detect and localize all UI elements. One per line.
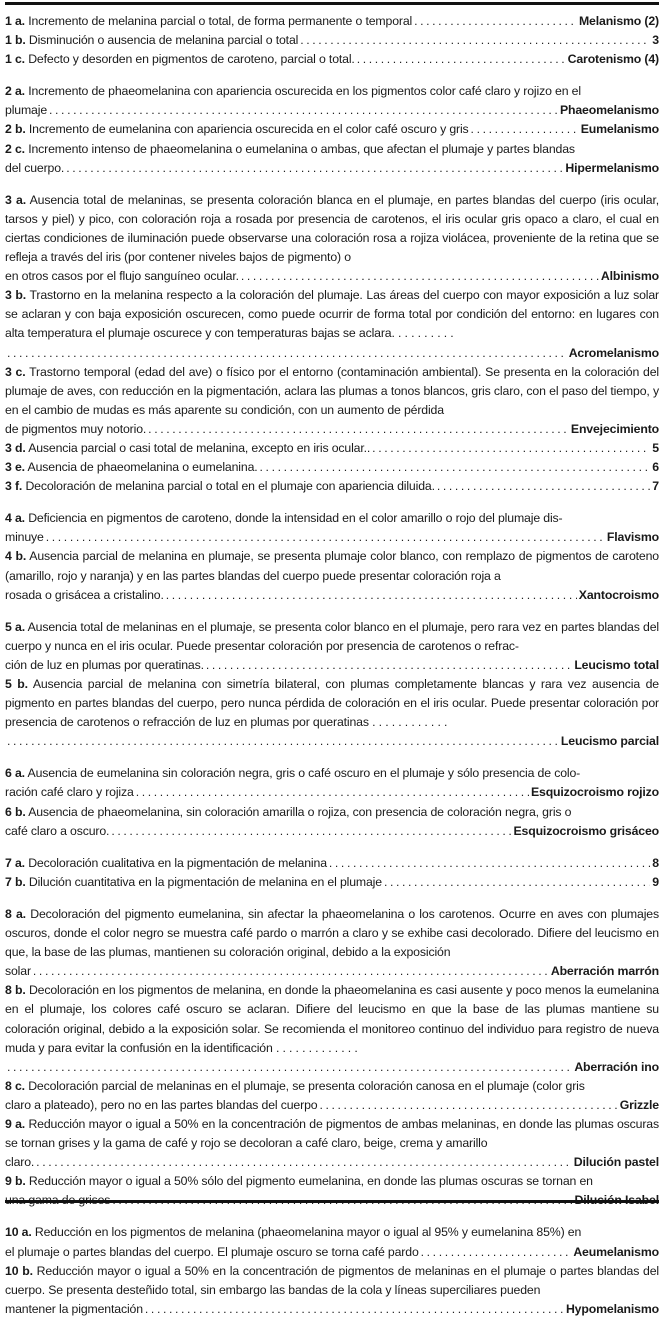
entry-leader-line — [5, 1153, 659, 1172]
entry-result: Dilución pastel — [573, 1155, 659, 1170]
entry-result: Aberración ino — [574, 1059, 659, 1074]
key-group — [5, 12, 659, 69]
entry-tail: solar — [5, 964, 31, 979]
entry-result: Phaeomelanismo — [559, 103, 659, 118]
entry-code: 6 b. — [5, 804, 26, 819]
entry-code: 5 a. — [5, 619, 25, 634]
entry-tail: rosada o grisácea a cristalino. — [5, 587, 164, 602]
key-entry — [5, 618, 659, 675]
entry-head — [5, 50, 355, 69]
entry-result: 9 — [652, 874, 659, 889]
entry-result: 7 — [652, 479, 659, 494]
entry-leader-line — [5, 159, 659, 178]
key-entry — [5, 286, 659, 362]
key-entry — [5, 1223, 659, 1261]
entry-result: Hypomelanismo — [565, 1301, 659, 1316]
entry-code: 7 a. — [5, 855, 25, 870]
dot-leader — [372, 439, 650, 458]
key-entry — [5, 1172, 659, 1210]
entry-code: 1 c. — [5, 52, 25, 67]
entry-code: 4 b. — [5, 549, 27, 564]
entry-text: Ausencia total de melaninas, se presenta coloración blanca en el plumaje, en partes blandas del cuerpo (iris ocular, tarsos y piel) y pico, con coloración roja a rosada por presencia de carotenos, el iris ocular gris opaco a claro, el cual en ciertas condiciones de iluminación puede observarse una coloración rosa a rojiza violácea, proveniente de la retina que se refleja a través del iris (por contener niveles bajos de pigmento) o — [5, 192, 659, 265]
key-group — [5, 905, 659, 1211]
entry-tail: claro a plateado), pero no en las partes blandas del cuerpo — [5, 1097, 318, 1112]
entry-tail: café claro a oscuro. — [5, 823, 110, 838]
entry-tail: el plumaje o partes blandas del cuerpo. El plumaje oscuro se torna café pardo — [5, 1244, 419, 1259]
entry-leader-line — [5, 120, 659, 139]
key-group — [5, 618, 659, 752]
entry-body — [5, 764, 659, 783]
entry-head — [5, 12, 412, 31]
entry-result: Albinismo — [600, 269, 659, 284]
entry-leader-line — [5, 732, 659, 751]
entry-result: 3 — [652, 33, 659, 48]
entry-leader-line — [5, 50, 659, 69]
entry-code: 2 c. — [5, 141, 25, 156]
dot-leader — [148, 420, 569, 439]
key-entry — [5, 509, 659, 547]
entry-head — [5, 120, 469, 139]
entry-body — [5, 1077, 659, 1096]
entry-code: 3 f. — [5, 479, 23, 494]
dot-leader — [421, 1243, 572, 1262]
dot-leader — [241, 267, 599, 286]
entry-head — [5, 439, 370, 458]
entry-body — [5, 140, 659, 159]
key-entry — [5, 873, 659, 892]
entry-leader-line — [5, 12, 659, 31]
entry-body — [5, 509, 659, 528]
entry-code: 4 a. — [5, 511, 25, 526]
key-entry — [5, 191, 659, 286]
entry-leader-line — [5, 854, 659, 873]
entry-text: Ausencia parcial de melanina en plumaje, se presenta plumaje color blanco, con remplazo de pigmentos de caroteno (amarillo, rojo y naranja) y en las partes blandas del cuerpo puede presentar coloración roja a — [5, 549, 659, 583]
dot-leader — [206, 656, 572, 675]
entry-tail: del cuerpo. — [5, 160, 65, 175]
entry-leader-line — [5, 1096, 659, 1115]
key-entry — [5, 547, 659, 604]
key-entry — [5, 82, 659, 120]
entry-body — [5, 618, 659, 656]
entry-code: 8 b. — [5, 983, 26, 998]
dot-leader — [357, 50, 566, 69]
key-group — [5, 854, 659, 892]
entry-code: 6 a. — [5, 766, 25, 781]
dot-leader — [319, 1096, 617, 1115]
entry-text: Reducción mayor o igual a 50% sólo del pigmento eumelanina, en donde las plumas oscuras se tornan en — [28, 1174, 593, 1189]
entry-code: 2 a. — [5, 84, 25, 99]
entry-result: Leucismo parcial — [560, 734, 659, 749]
entry-text: Defecto y desorden en pigmentos de caroteno, parcial o total. — [28, 52, 355, 67]
dot-leader — [166, 586, 577, 605]
dot-leader — [46, 528, 605, 547]
entry-leader-line — [5, 1243, 659, 1262]
entry-text: Incremento de melanina parcial o total, de forma permanente o temporal — [28, 14, 413, 28]
key-entry — [5, 764, 659, 802]
entry-text: Disminución o ausencia de melanina parcial o total — [28, 33, 299, 48]
key-entry — [5, 803, 659, 841]
entry-code: 8 c. — [5, 1078, 25, 1093]
key-entry — [5, 1115, 659, 1172]
entry-leader-line — [5, 439, 659, 458]
entry-body — [5, 286, 659, 343]
entry-code: 7 b. — [5, 874, 26, 889]
entry-leader-line — [5, 344, 659, 363]
entry-tail: ción de luz en plumas por queratinas. — [5, 657, 204, 672]
entry-code: 10 b. — [5, 1263, 33, 1278]
entry-body — [5, 82, 659, 101]
entry-text: Reducción mayor o igual a 50% en la concentración de pigmentos de ambas melaninas, en donde las plumas oscuras se tornan grises y la gama de café y rojo se decoloran a café claro, beige, crema y amarillo — [5, 1116, 659, 1151]
entry-leader-line — [5, 656, 659, 675]
entry-leader-line — [5, 783, 659, 802]
entry-leader-line — [5, 962, 659, 981]
entry-code: 1 a. — [5, 14, 25, 28]
key-entry — [5, 363, 659, 439]
dot-leader — [7, 1058, 572, 1077]
key-entry — [5, 140, 659, 178]
entry-text: Trastorno en la melanina respecto a la coloración del plumaje. Las áreas del cuerpo con mayor exposición a luz solar se aclaran y con baja exposición oscurecen, como puede ocurrir de forma total por condición del entorno: en lugares con alta temperatura el plumaje oscurece y con temperaturas bajas se aclara. . . . . . . . . . — [5, 288, 660, 341]
entry-head — [5, 31, 298, 50]
entry-leader-line — [5, 101, 659, 120]
entry-leader-line — [5, 586, 659, 605]
entry-code: 9 a. — [5, 1116, 26, 1131]
entry-text: Reducción en los pigmentos de melanina (phaeomelanina mayor o igual al 95% y eumelanina 85%) en — [34, 1225, 582, 1240]
key-entry — [5, 50, 659, 69]
entry-text: Ausencia de eumelanina sin coloración negra, gris o café oscuro en el plumaje y sólo presencia de colo- — [27, 766, 581, 781]
entry-result: Melanismo (2) — [578, 14, 659, 28]
key-entry — [5, 675, 659, 751]
entry-code: 2 b. — [5, 122, 26, 137]
key-group — [5, 764, 659, 840]
entry-leader-line — [5, 477, 659, 496]
entry-leader-line — [5, 1058, 659, 1077]
dot-leader — [7, 732, 559, 751]
entry-text: Decoloración de melanina parcial o total en el plumaje con apariencia diluida. — [25, 479, 435, 494]
dot-leader — [111, 822, 511, 841]
entry-head — [5, 854, 327, 873]
entry-text: Ausencia total de melaninas en el plumaje, se presenta color blanco en el plumaje, pero rara vez en partes blandas del cuerpo y nunca en el iris ocular. Puede presentar coloración por presencia de carotenos o refrac- — [5, 619, 659, 653]
key-entry — [5, 31, 659, 50]
entry-result: 8 — [652, 855, 659, 870]
entry-text: Ausencia parcial o casi total de melanina, excepto en iris ocular.. — [28, 440, 371, 455]
entry-code: 8 a. — [5, 906, 26, 921]
dot-leader — [437, 477, 650, 496]
entry-code: 3 a. — [5, 192, 26, 207]
entry-leader-line — [5, 420, 659, 439]
dot-leader — [49, 101, 558, 120]
entry-text: Decoloración en los pigmentos de melanina, en donde la phaeomelanina es casi ausente y poco menos la eumelanina en el plumaje, los colores café oscuro se aclaran. Difiere del leucismo en que la base de las plumas mantiene su coloración original, debido a la exposición solar. Se recomienda el monitoreo continuo del individuo para registro de nueva muda y para evitar la confusión en la identificación . . . . . . . . . . . . . — [5, 983, 659, 1055]
entry-body — [5, 675, 659, 732]
entry-text: Incremento de eumelanina con apariencia oscurecida en el color café oscuro y gris — [28, 122, 469, 137]
bottom-rule — [5, 1200, 659, 1203]
key-entry — [5, 854, 659, 873]
key-entry — [5, 1077, 659, 1115]
dot-leader — [300, 31, 650, 50]
entry-result: Aeumelanismo — [573, 1244, 659, 1259]
entry-text: Ausencia de phaeomelanina o eumelanina. — [27, 460, 258, 475]
entry-text: Ausencia de phaeomelanina, sin coloración amarilla o rojiza, con presencia de coloración negra, gris o — [28, 804, 572, 819]
dot-leader — [384, 873, 650, 892]
entry-text: Trastorno temporal (edad del ave) o físico por el entorno (contaminación ambiental). Se presenta en la coloración del plumaje de aves, con reducción en la pigmentación, aclara las plumas a tonos blancos, gris claro, con el paso del tiempo, y en el cambio de mudas es más aparente su condición, con un aumento de pérdida — [5, 364, 659, 417]
entry-body — [5, 1172, 659, 1191]
entry-head — [5, 477, 435, 496]
entry-tail: minuye — [5, 530, 44, 545]
dot-leader — [36, 1153, 572, 1172]
key-entry — [5, 12, 659, 31]
entry-result: Esquizocroismo grisáceo — [513, 823, 659, 838]
key-entry — [5, 458, 659, 477]
entry-body — [5, 1115, 659, 1153]
entry-result: Hipermelanismo — [565, 160, 659, 175]
entry-head — [5, 873, 382, 892]
entry-code: 3 c. — [5, 364, 26, 379]
entry-leader-line — [5, 267, 659, 286]
entry-tail: mantener la pigmentación — [5, 1301, 143, 1316]
entry-body — [5, 1262, 659, 1300]
entry-tail: claro. — [5, 1155, 35, 1170]
key-entry — [5, 120, 659, 139]
entry-code: 1 b. — [5, 33, 26, 48]
entry-text: Incremento de phaeomelanina con apariencia oscurecida en los pigmentos color café claro y rojizo en el — [28, 84, 581, 99]
entry-text: Incremento intenso de phaeomelanina o eumelanina o ambas, que afectan el plumaje y partes blandas — [28, 141, 575, 156]
entry-text: Decoloración parcial de melaninas en el plumaje, se presenta coloración canosa en el plumaje (color gris — [28, 1078, 585, 1093]
entry-code: 3 b. — [5, 288, 27, 303]
key-entry — [5, 905, 659, 981]
entry-result: Leucismo total — [574, 657, 659, 672]
entry-body — [5, 905, 659, 962]
entry-head — [5, 458, 258, 477]
key-entry — [5, 477, 659, 496]
entry-body — [5, 1223, 659, 1242]
entry-code: 9 b. — [5, 1174, 26, 1189]
dichotomous-key — [5, 5, 659, 1319]
key-group — [5, 1223, 659, 1318]
entry-body — [5, 547, 659, 585]
entry-text: Ausencia parcial de melanina con simetría bilateral, con plumas completamente blancas y rara vez ausencia de pigmento en partes blandas del cuerpo, pero nunca pérdida de coloración en el iris ocular. Puede presentar coloración por presencia de carotenos o refracción de luz en plumas por queratinas . . . . . . . . . . . . — [5, 677, 659, 730]
dot-leader — [7, 344, 567, 363]
entry-leader-line — [5, 458, 659, 477]
entry-result: Esquizocroismo rojizo — [530, 785, 659, 800]
entry-body — [5, 981, 659, 1057]
entry-body — [5, 363, 659, 420]
entry-leader-line — [5, 528, 659, 547]
entry-result: Carotenismo (4) — [567, 52, 659, 67]
entry-tail: en otros casos por el flujo sanguíneo ocular. — [5, 269, 239, 284]
entry-tail: plumaje — [5, 103, 48, 118]
entry-tail: de pigmentos muy notorio. — [5, 421, 147, 436]
entry-text: Dilución cuantitativa en la pigmentación de melanina en el plumaje — [28, 874, 382, 889]
dot-leader — [145, 1300, 564, 1319]
dot-leader — [414, 12, 577, 31]
entry-code: 5 b. — [5, 677, 28, 691]
entry-tail: ración café claro y rojiza — [5, 785, 134, 800]
entry-text: Reducción mayor o igual a 50% en la concentración de pigmentos de melaninas en el plumaje o partes blandas del cuerpo. Se presenta desteñido total, sin embargo las bandas de la cola y líneas superciliares pueden — [5, 1263, 659, 1297]
document-page — [0, 2, 664, 1316]
key-group — [5, 509, 659, 604]
entry-body — [5, 803, 659, 822]
entry-code: 10 a. — [5, 1225, 32, 1240]
dot-leader — [471, 120, 579, 139]
entry-result: Acromelanismo — [568, 345, 659, 360]
key-entry — [5, 1262, 659, 1319]
entry-result: Flavismo — [606, 530, 659, 545]
key-entry — [5, 981, 659, 1076]
key-group — [5, 191, 659, 497]
entry-leader-line — [5, 31, 659, 50]
entry-leader-line — [5, 822, 659, 841]
dot-leader — [260, 458, 651, 477]
dot-leader — [33, 962, 549, 981]
dot-leader — [66, 159, 563, 178]
key-group — [5, 82, 659, 177]
entry-result: Xantocroismo — [578, 587, 659, 602]
entry-body — [5, 191, 659, 267]
entry-result: 5 — [652, 440, 659, 455]
entry-result: Envejecimiento — [570, 421, 659, 436]
entry-leader-line — [5, 873, 659, 892]
entry-result: 6 — [652, 460, 659, 475]
entry-text: Decoloración del pigmento eumelanina, sin afectar la phaeomelanina o los carotenos. Ocurre en aves con plumajes oscuros, donde el color negro se muestra café pardo o marrón a claro y se exhibe casi decolorado. Difiere del leucismo en que, la base de las plumas, mantienen su coloración original, debido a la exposición — [5, 906, 659, 960]
entry-text: Deficiencia en pigmentos de caroteno, donde la intensidad en el color amarillo o rojo del plumaje dis- — [28, 511, 563, 526]
entry-code: 3 e. — [5, 460, 25, 475]
entry-result: Aberración marrón — [550, 964, 659, 979]
dot-leader — [136, 783, 529, 802]
entry-text: Decoloración cualitativa en la pigmentación de melanina — [28, 855, 327, 870]
entry-leader-line — [5, 1300, 659, 1319]
entry-result: Eumelanismo — [580, 122, 659, 137]
entry-result: Grizzle — [619, 1097, 659, 1112]
key-entry — [5, 439, 659, 458]
entry-code: 3 d. — [5, 440, 26, 455]
dot-leader — [329, 854, 650, 873]
